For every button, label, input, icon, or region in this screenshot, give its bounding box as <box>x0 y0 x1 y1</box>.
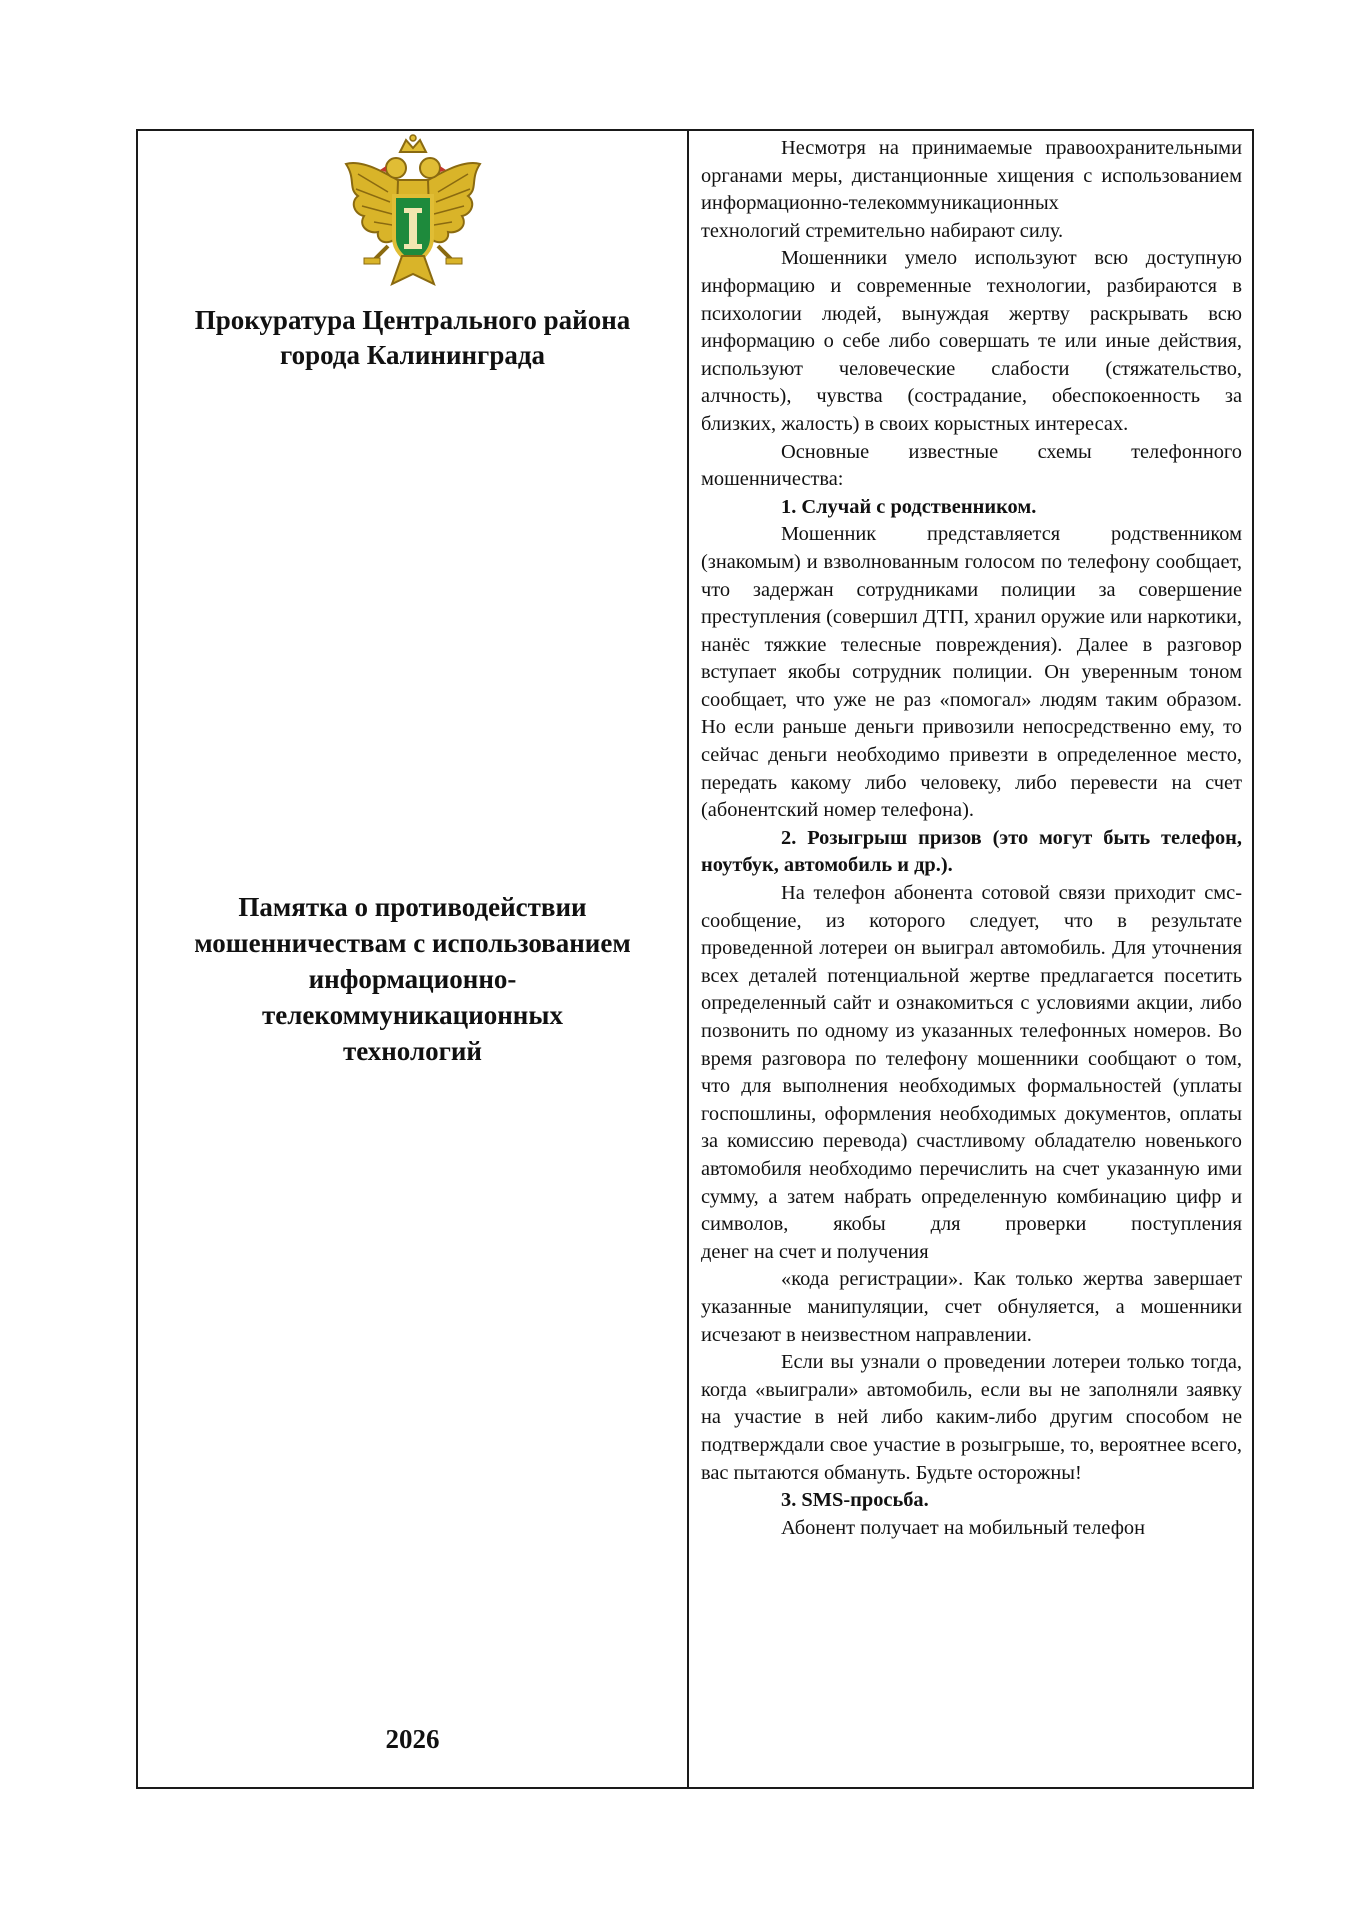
paragraph-fraudsters: Мошенники умело используют всю доступную информацию и современные технологии, разбираются в психологии людей, вынуждая жертву раскрывать всю информацию о себе либо совершать те или иные действия, используют человеческие слабости (стяжательство, алчность), чувства (сострадание, обеспокоенность за близких, жалость) в своих корыстных интересах. <box>701 247 1242 435</box>
paragraph-sms-scheme: Абонент получает на мобильный телефон <box>781 1516 1146 1539</box>
publication-year: 2026 <box>385 1724 440 1754</box>
paragraph-intro-end: технологий стремительно набирают силу. <box>701 219 1064 242</box>
paragraph-intro: Несмотря на принимаемые правоохранительными органами меры, дистанционные хищения с использованием информационно-телекоммуникационных <box>701 137 1242 215</box>
memo-body-column <box>689 131 1252 1787</box>
organization-title-line: Прокуратура Центрального района <box>194 305 631 335</box>
heading-relative-scheme: 1. Случай с родственником. <box>781 495 1037 518</box>
cover-column <box>138 131 689 1787</box>
organization-title <box>148 303 677 373</box>
paragraph-schemes-lead: Основные известные схемы телефонного мошенничества: <box>701 440 1242 491</box>
memo-table <box>136 129 1254 1789</box>
paragraph-prize-scheme: На телефон абонента сотовой связи приходит смс-сообщение, из которого следует, что в результате проведенной лотереи он выиграл автомобиль. Для уточнения всех деталей потенциальной жертве предлагается посетить определенный сайт и ознакомиться с условиями акции, либо позвонить по одному из указанных телефонных номеров. Во время разговора по телефону мошенники сообщают о том, что для выполнения необходимых формальностей (уплаты госпошлины, оформления необходимых документов, оплаты за комиссию перевода) счастливому обладателю новенького автомобиля необходимо перечислить на счет указанную ими сумму, а затем набрать определенную комбинацию цифр и символов, якобы для проверки поступления <box>701 882 1242 1236</box>
memo-title-line: телекоммуникационных <box>262 1000 563 1030</box>
prosecutor-office-eagle-emblem-icon <box>328 134 498 304</box>
memo-title-line: Памятка о противодействии <box>238 892 587 922</box>
memo-title-line: мошенничествам с использованием <box>194 928 631 958</box>
paragraph-registration-code: «кода регистрации». Как только жертва завершает указанные манипуляции, счет обнуляется, а мошенники исчезают в неизвестном направлении. <box>701 1268 1242 1346</box>
paragraph-prize-scheme-end: денег на счет и получения <box>701 1240 929 1263</box>
heading-sms-scheme: 3. SMS-просьба. <box>781 1489 929 1512</box>
memo-title <box>148 889 677 1069</box>
organization-title-line: города Калининграда <box>279 340 545 370</box>
memo-title-line: информационно- <box>308 964 517 994</box>
paragraph-warning: Если вы узнали о проведении лотереи только тогда, когда «выиграли» автомобиль, если вы не заполняли заявку на участие в ней либо каким-либо другим способом не подтверждали свое участие в розыгрыше, то, вероятнее всего, вас пытаются обмануть. Будьте осторожны! <box>701 1351 1242 1484</box>
paragraph-relative-scheme: Мошенник представляется родственником (знакомым) и взволнованным голосом по телефону сообщает, что задержан сотрудниками полиции за совершение преступления (совершил ДТП, хранил оружие или наркотики, нанёс тяжкие телесные повреждения). Далее в разговор вступает якобы сотрудник полиции. Он уверенным тоном сообщает, что уже не раз «помогал» людям таким образом. Но если раньше деньги привозили непосредственно ему, то сейчас деньги необходимо привезти в определенное место, передать какому либо человеку, либо перевести на счет (абонентский номер телефона). <box>701 523 1242 822</box>
memo-title-line: технологий <box>343 1036 482 1066</box>
heading-prize-scheme: 2. Розыгрыш призов (это могут быть телефон, ноутбук, автомобиль и др.). <box>701 826 1242 877</box>
